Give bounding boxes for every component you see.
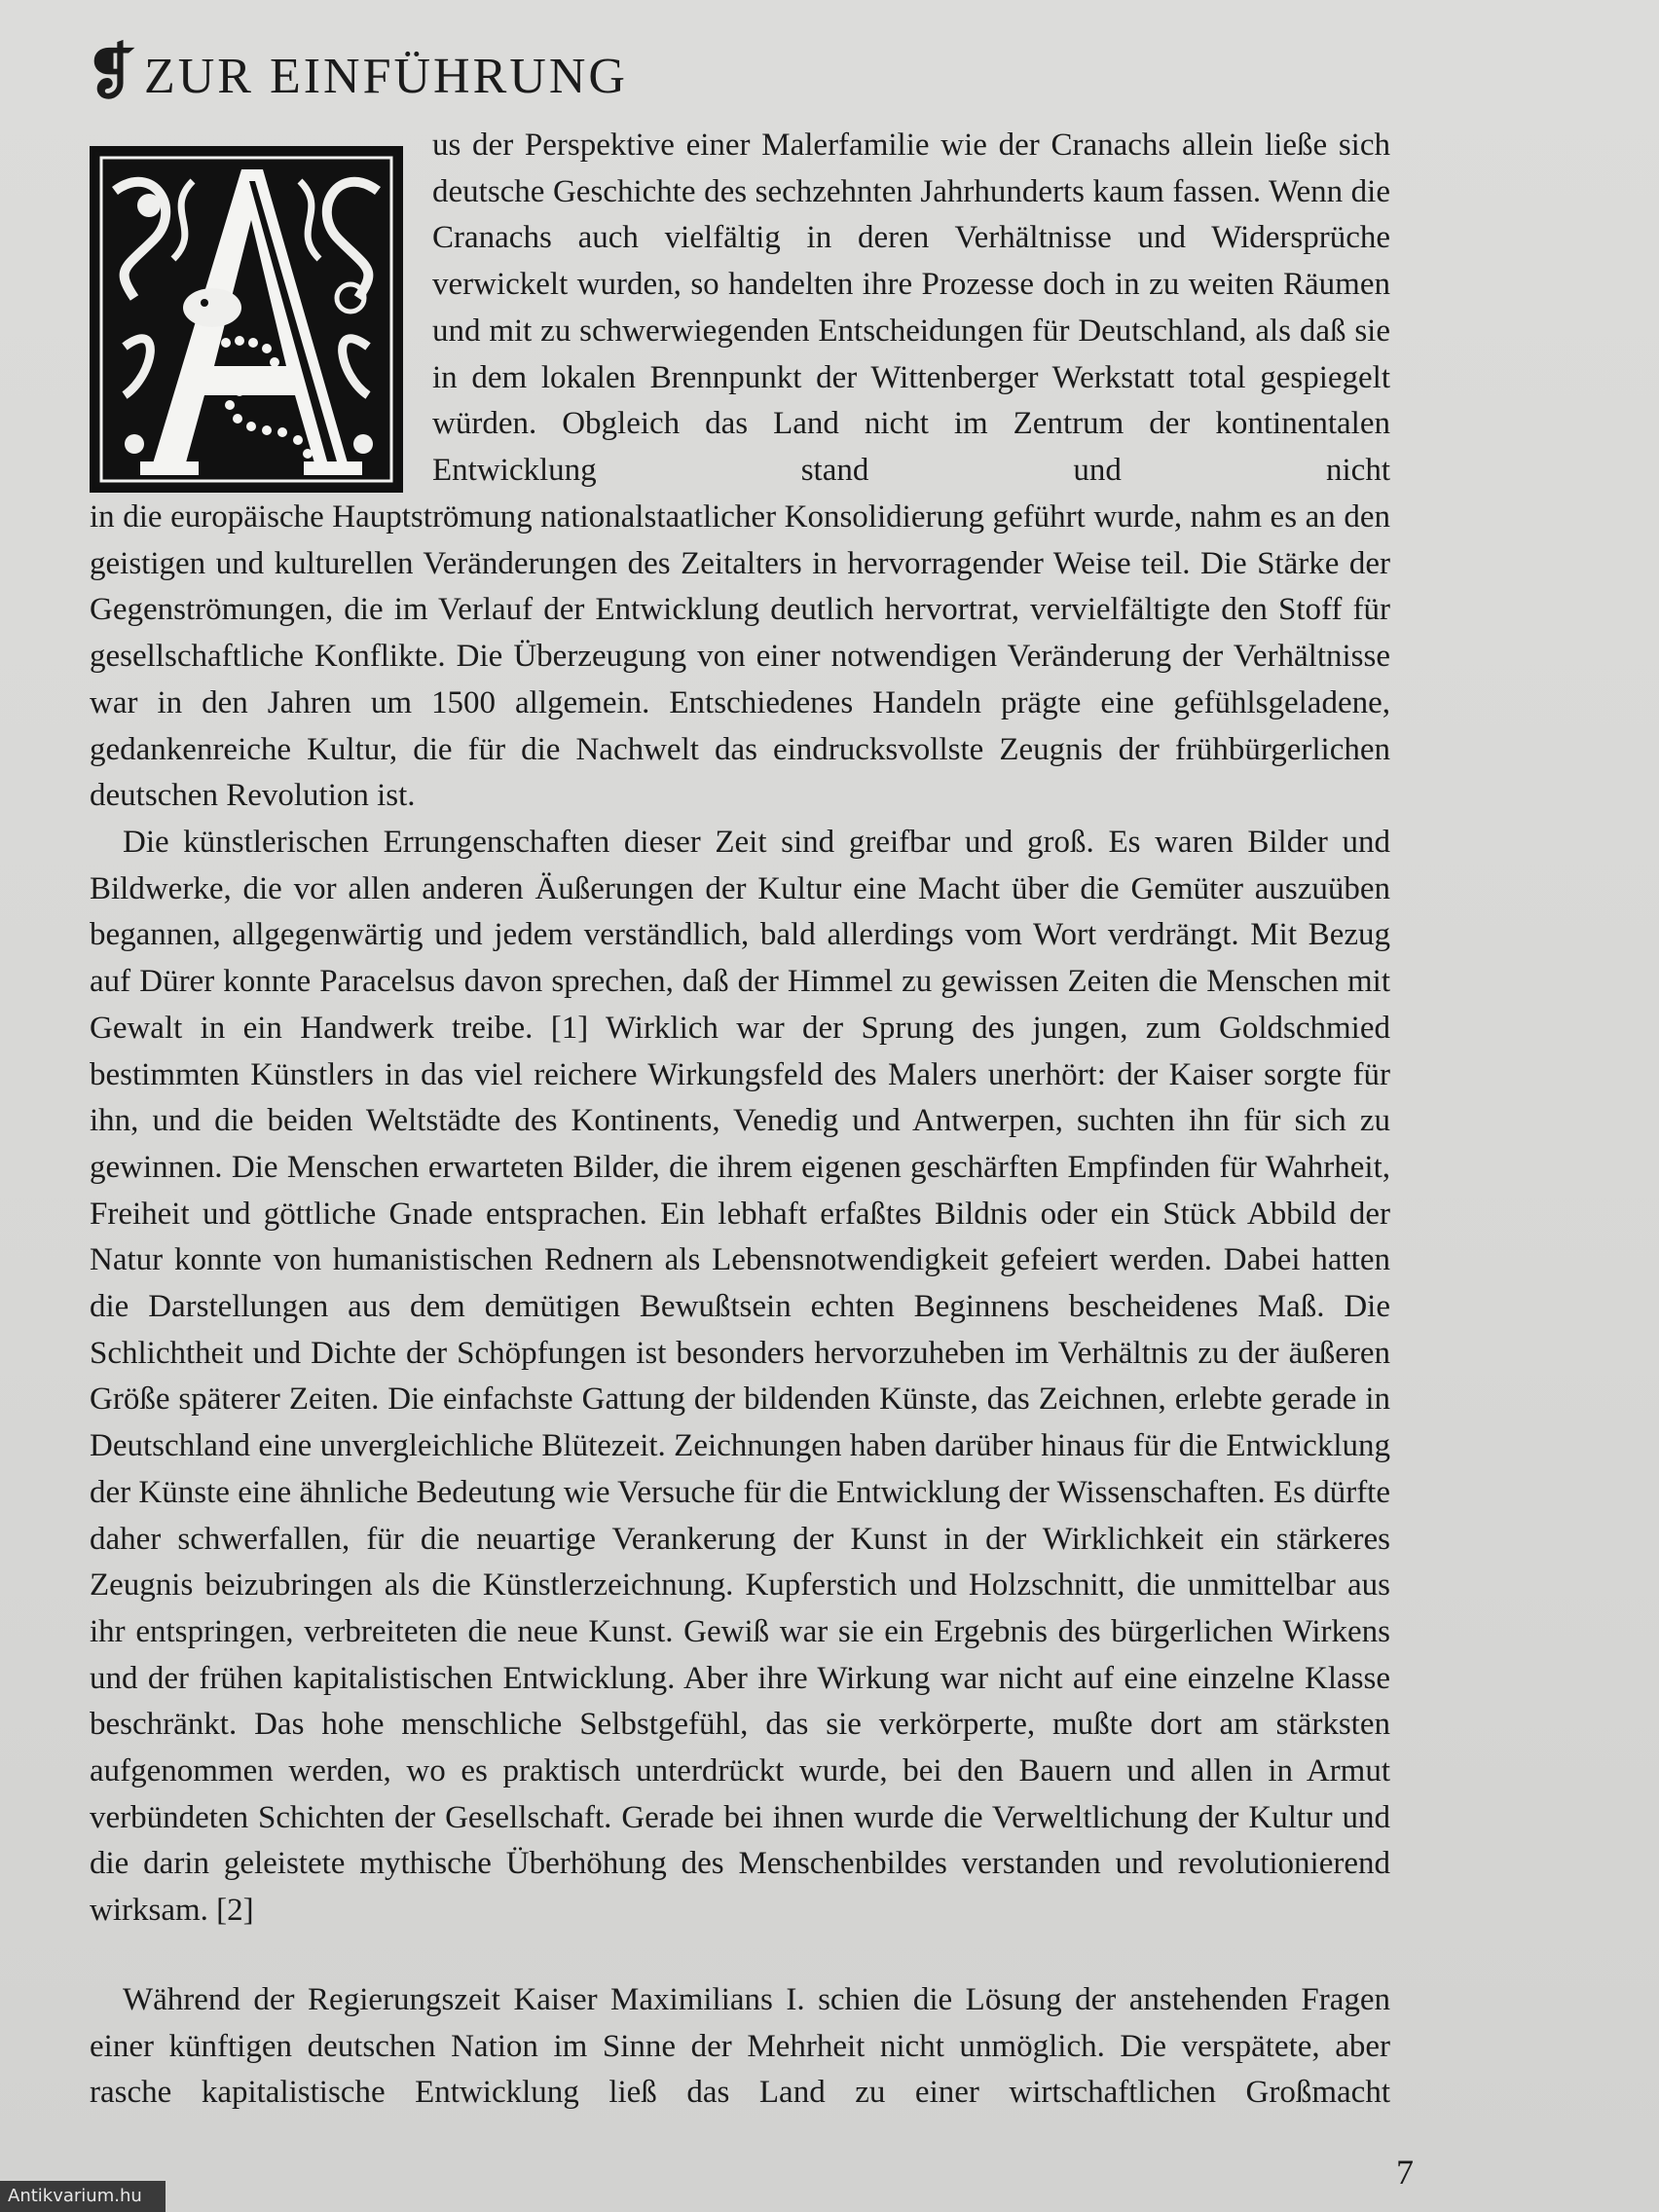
pilcrow-mark: ❡ <box>86 40 136 106</box>
chapter-heading <box>86 40 628 106</box>
watermark-label: Antikvarium.hu <box>0 2181 166 2212</box>
body-paragraph-3: Während der Regierungszeit Kaiser Maximilians I. schien die Lösung der anstehenden Fragen einer künftigen deutschen Nation im Sinne der Mehrheit nicht unmöglich. Die verspätete, aber rasche kapitalistische Entwicklung ließ das Land zu einer wirtschaftlichen Großmacht <box>90 1982 1390 2111</box>
decorated-initial-a <box>90 146 403 493</box>
page-number: 7 <box>1396 2153 1414 2192</box>
body-paragraph-2: Die künstlerischen Errungenschaften dieser Zeit sind greifbar und groß. Es waren Bilder und Bildwerke, die vor allen anderen Äußerungen der Kultur eine Macht über die Gemüter auszuüben begannen, allgegenwärtig und jedem verständlich, bald allerdings vom Wort verdrängt. Mit Bezug auf Dürer konnte Paracelsus davon sprechen, daß der Himmel zu gewissen Zeiten die Menschen mit Gewalt in ein Handwerk treibe. [1] Wirklich war der Sprung des jungen, zum Goldschmied bestimmten Künstlers in das viel reichere Wirkungsfeld des Malers unerhört: der Kaiser sorgte für ihn, und die beiden Weltstädte des Kontinents, Venedig und Antwerpen, suchten ihn für sich zu gewinnen. Die Menschen erwarteten Bilder, die ihrem eigenen geschärften Empfinden für Wahrheit, Freiheit und göttliche Gnade entsprachen. Ein lebhaft erfaßtes Bildnis oder ein Stück Abbild der Natur konnte von humanistischen Rednern als Lebensnotwendigkeit gefeiert werden. Dabei hatten die Darstellungen aus dem demütigen Bewußtsein echten Beginnens bescheidenes Maß. Die Schlichtheit und Dichte der Schöpfungen ist besonders hervorzuheben im Verhältnis zu der äußeren Größe späterer Zeiten. Die einfachste Gattung der bildenden Künste, das Zeichnen, erlebte gerade in Deutschland eine unvergleichliche Blütezeit. Zeichnungen haben darüber hinaus für die Entwicklung der Künste eine ähnliche Bedeutung wie Versuche für die Entwicklung der Wissenschaften. Es dürfte daher schwerfallen, für die neuartige Verankerung der Kunst in der Wirklichkeit ein stärkeres Zeugnis beizubringen als die Künstlerzeichnung. Kupferstich und Holzschnitt, die unmittelbar aus ihr entspringen, verbreiteten die neue Kunst. Gewiß war sie ein Ergebnis des bürgerlichen Wirkens und der frühen kapitalistischen Entwicklung. Aber ihre Wirkung war nicht auf eine einzelne Klasse beschränkt. Das hohe menschliche Selbstgefühl, das sie verkörperte, mußte dort am stärksten aufgenommen werden, wo es praktisch unterdrückt wurde, bei den Bauern und allen in Armut verbündeten Schichten der Gesellschaft. Gerade bei ihnen wurde die Verweltlichung der Kultur und die darin geleistete mythische Überhöhung des Menschenbildes verstanden und revolutionierend wirksam. [2] <box>90 825 1390 1929</box>
woodcut-initial-illustration <box>95 152 397 487</box>
intro-paragraph-continued: in die europäische Hauptströmung nationalstaatlicher Konsolidierung geführt wurde, nahm es an den geistigen und kulturellen Veränderungen des Zeitalters in hervorragender Weise teil. Die Stärke der Gegenströmungen, die im Verlauf der Entwicklung deutlich hervortrat, vervielfältigte den Stoff für gesellschaftliche Konflikte. Die Überzeugung von einer notwendigen Veränderung der Verhältnisse war in den Jahren um 1500 allgemein. Entschiedenes Handeln prägte eine gefühlsgeladene, gedankenreiche Kultur, die für die Nachwelt das eindrucksvollste Zeugnis der frühbürgerlichen deutschen Revolution ist. <box>90 499 1390 814</box>
chapter-title: ZUR EINFÜHRUNG <box>143 49 628 104</box>
intro-paragraph-beside-initial: us der Perspektive einer Malerfamilie wie der Cranachs allein ließe sich deutsche Geschichte des sechzehnten Jahrhunderts kaum fassen. Wenn die Cranachs auch vielfältig in deren Verhältnisse und Widersprüche verwickelt wurden, so handelten ihre Prozesse doch in zu weiten Räumen und mit zu schwerwiegenden Entscheidungen für Deutschland, als daß sie in dem lokalen Brennpunkt der Wittenberger Werkstatt total gespiegelt würden. Obgleich das Land nicht im Zentrum der kontinentalen Entwicklung stand und nicht <box>432 128 1390 488</box>
